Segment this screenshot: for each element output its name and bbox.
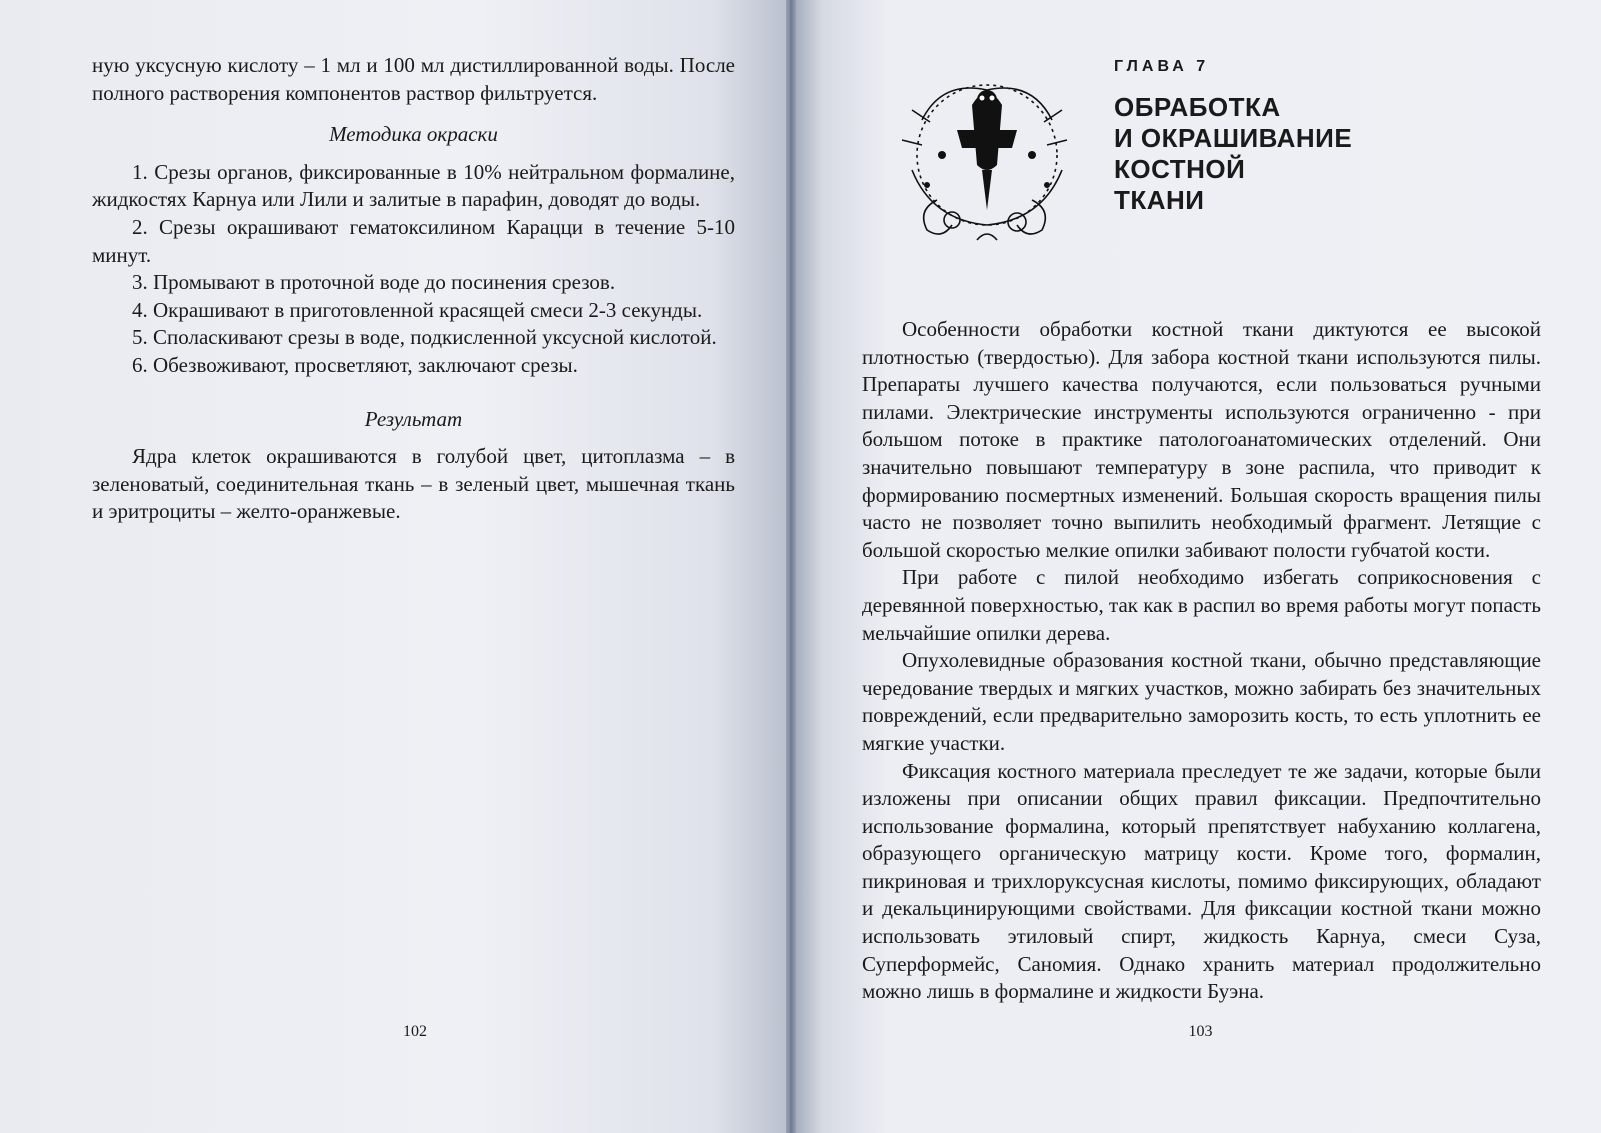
chapter-emblem-icon (882, 60, 1092, 250)
step-2: 2. Срезы окрашивают гематоксилином Карацци в течение 5-10 минут. (92, 214, 735, 267)
chapter-title-line-3: КОСТНОЙ (1114, 154, 1246, 184)
page-number-left: 102 (403, 1023, 427, 1040)
page-number-right: 103 (1188, 1023, 1213, 1040)
right-paragraph-1: Особенности обработки костной ткани диктуются ее высокой плотностью (твердостью). Для забора костной ткани используются пилы. Препараты лучшего качества получаются, если пользоваться ручными пилами. Электрические инструменты используются ограниченно - при большом потоке в практике патологоанатомических отделений. Они значительно повышают температуру в зоне распила, что приводит к формированию посмертных изменений. Большая скорость вращения пилы часто не позволяет точно выпилить необходимый фрагмент. Летящие с большой скоростью мелкие опилки забивают полости губчатой кости. (862, 317, 1541, 562)
right-paragraph-2: При работе с пилой необходимо избегать соприкосновения с деревянной поверхностью, так как в распил во время работы могут попасть мельчайшие опилки дерева. (862, 565, 1541, 645)
step-5: 5. Споласкивают срезы в воде, подкисленной уксусной кислотой. (132, 325, 717, 350)
step-3: 3. Промывают в проточной воде до посинения срезов. (132, 270, 616, 295)
chapter-title-line-4: ТКАНИ (1114, 185, 1205, 215)
step-4: 4. Окрашивают в приготовленной красящей смеси 2-3 секунды. (132, 297, 703, 322)
book-gutter (786, 0, 796, 1133)
step-1: 1. Срезы органов, фиксированные в 10% нейтральном формалине, жидкостях Карнуа или Лили и залитые в парафин, доводят до воды. (92, 159, 735, 212)
right-paragraph-3: Опухолевидные образования костной ткани, обычно представляющие чередование твердых и мягких участков, можно забирать без значительных повреждений, если предварительно заморозить кость, то есть уплотнить ее мягкие участки. (862, 648, 1541, 755)
step-6: 6. Обезвоживают, просветляют, заключают срезы. (132, 352, 578, 377)
chapter-label: ГЛАВА 7 (1114, 58, 1210, 75)
result-paragraph: Ядра клеток окрашиваются в голубой цвет, цитоплазма – в зеленоватый, соединительная ткань – в зеленый цвет, мышечная ткань и эритроциты – желто-оранжевые. (92, 444, 735, 524)
left-intro-paragraph: ную уксусную кислоту – 1 мл и 100 мл дистиллированной воды. После полного растворения компонентов раствор фильтруется. (92, 53, 735, 105)
method-heading: Методика окраски (329, 122, 498, 147)
chapter-title-line-2: И ОКРАШИВАНИЕ (1114, 123, 1353, 153)
chapter-title-line-1: ОБРАБОТКА (1114, 92, 1281, 122)
right-page (790, 0, 1601, 1133)
chapter-header (862, 52, 1541, 292)
result-heading: Результат (364, 406, 463, 431)
left-page (0, 0, 790, 1133)
right-paragraph-4: Фиксация костного материала преследует те же задачи, которые были изложены при описании общих правил фиксации. Предпочтительно использование формалина, который препятствует набуханию коллагена, образующего органическую матрицу кости. Кроме того, формалин, пикриновая и трихлоруксусная кислоты, помимо фиксирующих, обладают и декальцинирующими свойствами. Для фиксации костной ткани можно использовать этиловый спирт, жидкость Карнуа, смеси Суза, Суперформейс, Саномия. Однако хранить материал продолжительно можно лишь в формалине и жидкости Буэна. (862, 758, 1541, 1004)
